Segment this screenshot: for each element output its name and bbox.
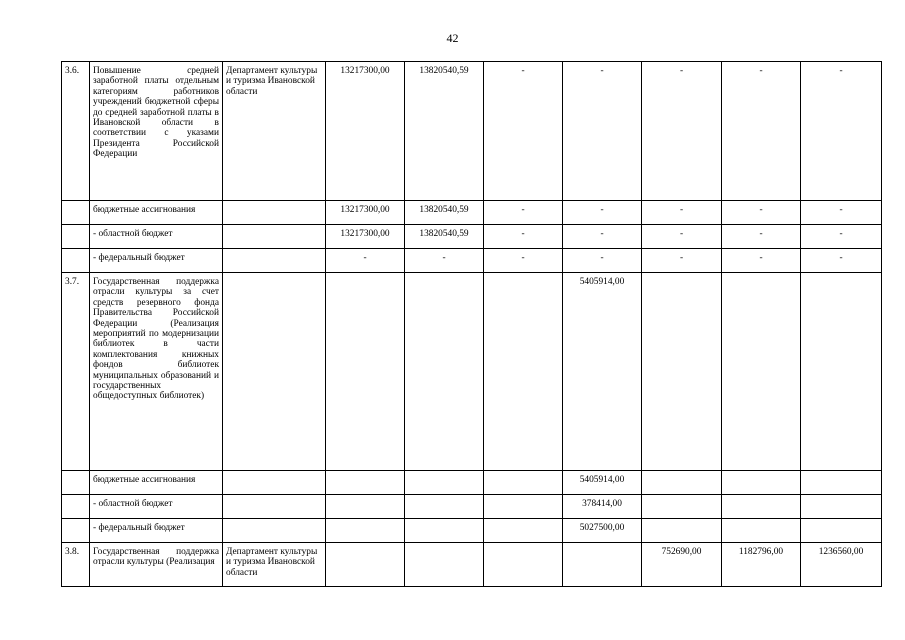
value-cell [801,471,882,495]
value-cell: - [801,225,882,249]
value-cell: - [642,225,722,249]
value-cell [642,495,722,519]
row-responsible: Департамент культуры и туризма Ивановской области [223,543,326,587]
row-description: - федеральный бюджет [90,519,223,543]
row-responsible [223,519,326,543]
value-cell: 13217300,00 [326,62,405,201]
row-responsible [223,273,326,471]
value-cell [326,495,405,519]
table-row-3-7-regional [62,495,882,519]
table-row-3-6-federal [62,249,882,273]
value-cell: - [563,249,642,273]
row-responsible [223,225,326,249]
value-cell: - [484,62,563,201]
value-cell: - [722,225,801,249]
row-number [62,519,90,543]
table-row-3-7-federal [62,519,882,543]
row-responsible [223,249,326,273]
table-row-3-6 [62,62,882,201]
value-cell: - [722,201,801,225]
row-number [62,495,90,519]
row-number: 3.7. [62,273,90,471]
page-number: 42 [446,31,459,45]
value-cell: - [722,62,801,201]
value-cell [405,519,484,543]
value-cell: 752690,00 [642,543,722,587]
table-row-3-8 [62,543,882,587]
value-cell: - [326,249,405,273]
row-description: - областной бюджет [90,495,223,519]
value-cell [722,495,801,519]
row-number: 3.8. [62,543,90,587]
table-row-3-6-regional [62,225,882,249]
row-number [62,249,90,273]
row-responsible: Департамент культуры и туризма Ивановской области [223,62,326,201]
value-cell [642,273,722,471]
value-cell [405,543,484,587]
value-cell: 5405914,00 [563,471,642,495]
value-cell: 13217300,00 [326,201,405,225]
value-cell [405,495,484,519]
value-cell: - [405,249,484,273]
value-cell: - [642,249,722,273]
budget-table [61,61,882,587]
value-cell: 1182796,00 [722,543,801,587]
value-cell: 378414,00 [563,495,642,519]
value-cell: - [801,62,882,201]
row-number [62,471,90,495]
value-cell [326,543,405,587]
value-cell [484,471,563,495]
value-cell [801,273,882,471]
value-cell: 13217300,00 [326,225,405,249]
row-description: - федеральный бюджет [90,249,223,273]
table-row-3-6-budget [62,201,882,225]
table-row-3-7-budget [62,471,882,495]
value-cell: 5405914,00 [563,273,642,471]
value-cell: - [563,225,642,249]
value-cell: - [484,249,563,273]
row-number [62,201,90,225]
value-cell [484,495,563,519]
value-cell [484,273,563,471]
value-cell: - [642,62,722,201]
value-cell [405,273,484,471]
value-cell: 5027500,00 [563,519,642,543]
row-number: 3.6. [62,62,90,201]
value-cell: - [484,225,563,249]
value-cell [722,273,801,471]
value-cell: - [563,62,642,201]
value-cell: - [642,201,722,225]
row-description: бюджетные ассигнования [90,471,223,495]
row-description: Государственная поддержка отрасли культуры за счет средств резервного фонда Правительства Российской Федерации (Реализация мероприятий по модернизации библиотек в части комплектования книжных фондов библиотек муниципальных образований и государственных общедоступных библиотек) [90,273,223,471]
row-responsible [223,495,326,519]
row-description: Повышение средней заработной платы отдельным категориям работников учреждений бюджетной сферы до средней заработной платы в Ивановской области в соответствии с указами Президента Российской Федерации [90,62,223,201]
value-cell [326,519,405,543]
row-description: Государственная поддержка отрасли культуры (Реализация [90,543,223,587]
value-cell [642,519,722,543]
value-cell [722,519,801,543]
row-description: - областной бюджет [90,225,223,249]
row-responsible [223,471,326,495]
row-description: бюджетные ассигнования [90,201,223,225]
value-cell: - [722,249,801,273]
table-row-3-7 [62,273,882,471]
value-cell [326,273,405,471]
value-cell [801,495,882,519]
value-cell: - [484,201,563,225]
value-cell: - [563,201,642,225]
value-cell [563,543,642,587]
value-cell: 13820540,59 [405,225,484,249]
value-cell: 1236560,00 [801,543,882,587]
value-cell: 13820540,59 [405,201,484,225]
value-cell [642,471,722,495]
value-cell [484,543,563,587]
row-responsible [223,201,326,225]
value-cell [326,471,405,495]
value-cell [484,519,563,543]
value-cell [801,519,882,543]
value-cell: - [801,201,882,225]
row-number [62,225,90,249]
value-cell [722,471,801,495]
value-cell: 13820540,59 [405,62,484,201]
value-cell [405,471,484,495]
value-cell: - [801,249,882,273]
